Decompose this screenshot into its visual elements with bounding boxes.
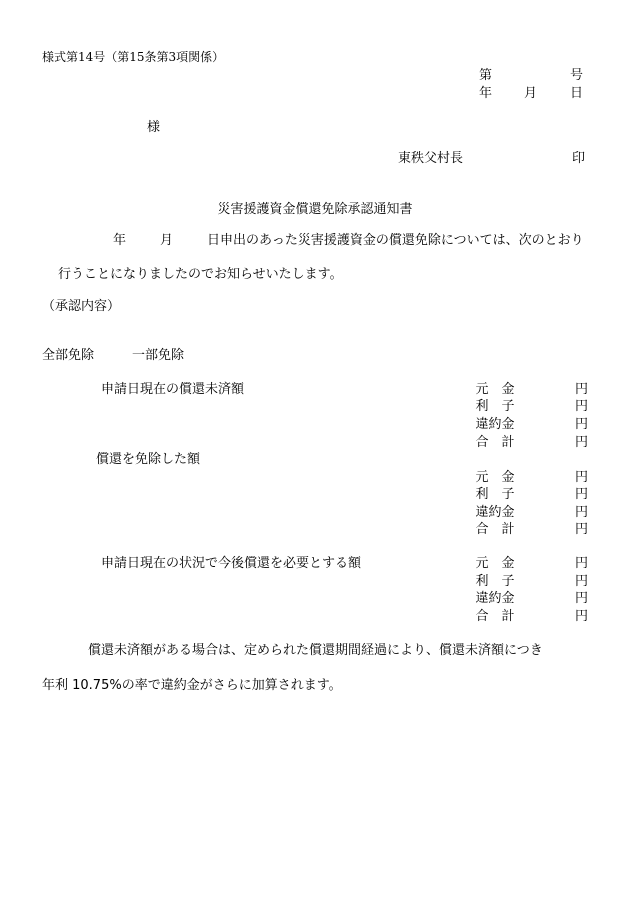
amount-row: 違約金 円 xyxy=(475,505,588,520)
date-day: 日 xyxy=(570,86,584,101)
addressee-sama: 様 xyxy=(147,120,161,135)
footer-line1: 償還未済額がある場合は、定められた償還期間経過により、償還未済額につき xyxy=(88,643,543,658)
option-full-exemption: 全部免除 xyxy=(42,348,95,363)
issuer-seal: 印 xyxy=(572,151,586,166)
group-heading-exempted: 償還を免除した額 xyxy=(96,452,201,467)
number-go: 号 xyxy=(570,68,584,83)
amount-row: 利 子 円 xyxy=(475,574,588,589)
body-month: 月 xyxy=(160,233,174,248)
number-dai: 第 xyxy=(479,68,493,83)
page-title: 災害援護資金償還免除承認通知書 xyxy=(217,202,413,217)
amount-row: 元 金 円 xyxy=(475,470,588,485)
amount-row: 利 子 円 xyxy=(475,399,588,414)
amount-row: 合 計 円 xyxy=(475,609,588,624)
body-line1: 日申出のあった災害援護資金の償還免除については、次のとおり xyxy=(207,233,584,248)
group-heading-remaining: 申請日現在の状況で今後償還を必要とする額 xyxy=(101,556,362,571)
date-year: 年 xyxy=(479,86,493,101)
issuer-name: 東秩父村長 xyxy=(398,151,464,166)
amount-row: 利 子 円 xyxy=(475,487,588,502)
date-month: 月 xyxy=(524,86,538,101)
footer-line2: 年利 10.75%の率で違約金がさらに加算されます。 xyxy=(42,678,342,693)
amount-row: 違約金 円 xyxy=(475,591,588,606)
amount-row: 違約金 円 xyxy=(475,417,588,432)
body-year: 年 xyxy=(113,233,127,248)
amount-row: 元 金 円 xyxy=(475,556,588,571)
group-heading-outstanding: 申請日現在の償還未済額 xyxy=(101,382,245,397)
form-number: 様式第14号（第15条第3項関係） xyxy=(42,50,225,64)
amount-row: 合 計 円 xyxy=(475,435,588,450)
body-line2: 行うことになりましたのでお知らせいたします。 xyxy=(58,267,343,282)
amount-row: 元 金 円 xyxy=(475,382,588,397)
amount-row: 合 計 円 xyxy=(475,522,588,537)
option-partial-exemption: 一部免除 xyxy=(132,348,185,363)
section-label: （承認内容） xyxy=(42,299,121,314)
